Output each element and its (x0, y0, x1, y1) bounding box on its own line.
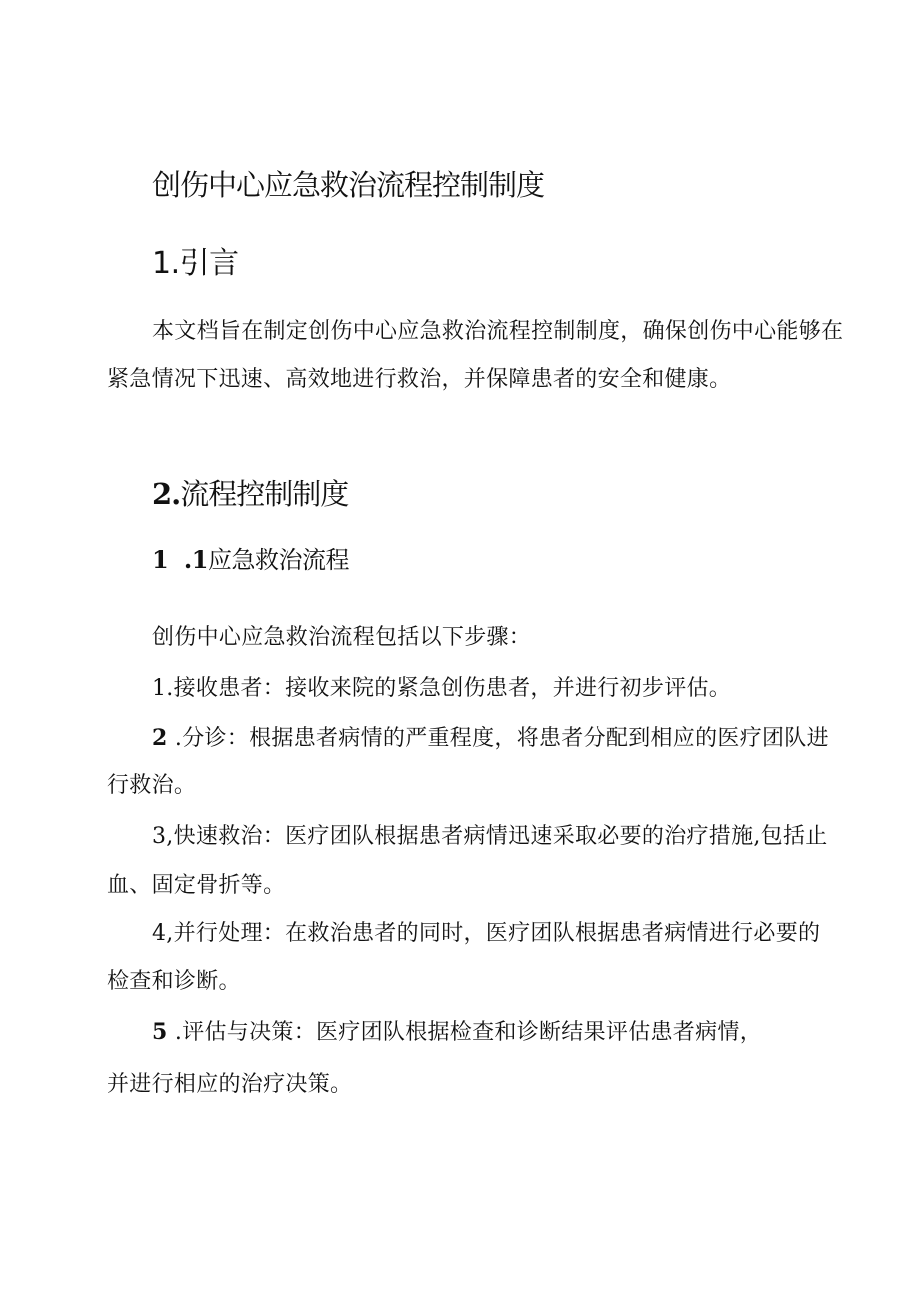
section-2-heading (152, 472, 348, 513)
step-2-line-2: 行救治。 (107, 773, 197, 798)
process-intro: 创伤中心应急救治流程包括以下步骤： (152, 625, 532, 650)
step-2-line-1 (152, 724, 829, 753)
subsection-2-1-number: 1 .1 (152, 545, 208, 574)
document-title: 创伤中心应急救治流程控制制度 (152, 168, 545, 202)
subsection-2-1-heading (152, 540, 349, 575)
step-5-text: .评估与决策：医疗团队根据检查和诊断结果评估患者病情， (167, 1020, 762, 1045)
step-2-number: 2 (152, 725, 168, 751)
step-5-number: 5 (152, 1019, 168, 1045)
step-3-line-1: 3,快速救治：医疗团队根据患者病情迅速采取必要的治疗措施,包括止 (152, 824, 828, 849)
step-5-line-1 (152, 1018, 762, 1047)
step-3-line-2: 血、固定骨折等。 (107, 873, 286, 898)
section-1-heading: 1.引言 (152, 246, 239, 281)
section-2-heading-number: 2. (152, 477, 181, 511)
step-4-line-2: 检查和诊断。 (107, 969, 241, 994)
step-2-text: .分诊：根据患者病情的严重程度，将患者分配到相应的医疗团队进 (167, 726, 829, 751)
step-4-line-1: 4,并行处理：在救治患者的同时，医疗团队根据患者病情进行必要的 (152, 921, 821, 946)
step-5-line-2: 并进行相应的治疗决策。 (107, 1072, 353, 1097)
section-2-heading-text: 流程控制制度 (180, 477, 349, 511)
section-1-paragraph-line-2: 紧急情况下迅速、高效地进行救治，并保障患者的安全和健康。 (107, 367, 732, 392)
step-1: 1.接收患者：接收来院的紧急创伤患者，并进行初步评估。 (152, 676, 732, 701)
subsection-2-1-text: 应急救治流程 (207, 546, 349, 574)
section-1-paragraph-line-1: 本文档旨在制定创伤中心应急救治流程控制制度，确保创伤中心能够在 (152, 319, 844, 344)
